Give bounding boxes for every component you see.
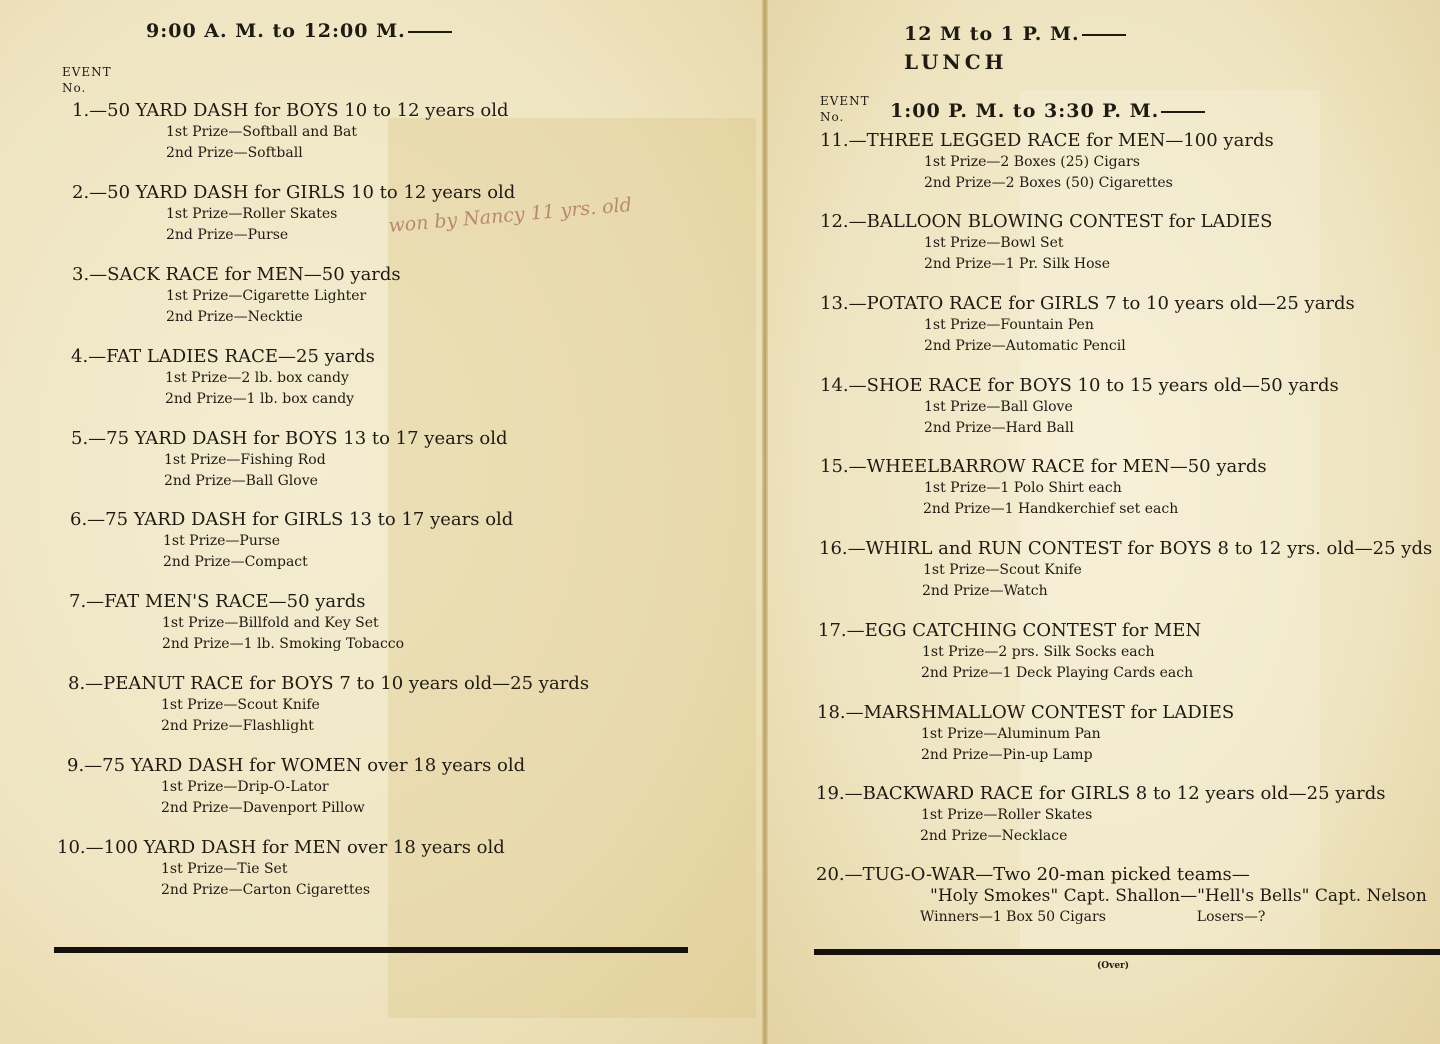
second-prize: 2nd Prize—2 Boxes (50) Cigarettes <box>924 175 1173 191</box>
second-prize: 2nd Prize—Automatic Pencil <box>924 338 1126 354</box>
first-prize: 1st Prize—Scout Knife <box>923 562 1082 578</box>
first-prize: 1st Prize—2 prs. Silk Socks each <box>922 644 1155 660</box>
event-title: 18.—MARSHMALLOW CONTEST for LADIES <box>817 702 1235 723</box>
second-prize: 2nd Prize—Necklace <box>920 828 1068 844</box>
losers-prize: Losers—? <box>1196 909 1266 925</box>
second-prize: 2nd Prize—Pin-up Lamp <box>921 747 1093 763</box>
first-prize: 1st Prize—Ball Glove <box>924 399 1073 415</box>
first-prize: 1st Prize—Fountain Pen <box>924 317 1094 333</box>
event-title: 12.—BALLOON BLOWING CONTEST for LADIES <box>820 211 1273 232</box>
event-item <box>818 620 1201 684</box>
first-prize: 1st Prize—Drip-O-Lator <box>161 779 329 795</box>
event-title: 7.—FAT MEN'S RACE—50 yards <box>69 591 366 612</box>
event-title: 4.—FAT LADIES RACE—25 yards <box>71 346 375 367</box>
tug-prizes <box>920 907 1427 927</box>
event-item <box>70 509 513 573</box>
event-title: 17.—EGG CATCHING CONTEST for MEN <box>818 620 1202 641</box>
winners-prize: Winners—1 Box 50 Cigars <box>920 909 1106 925</box>
first-prize: 1st Prize—Scout Knife <box>161 697 320 713</box>
second-prize: 2nd Prize—1 lb. Smoking Tobacco <box>162 636 405 652</box>
event-item <box>820 130 1274 194</box>
event-item <box>67 755 525 819</box>
over-note: (Over) <box>1097 961 1130 971</box>
event-item <box>820 293 1355 357</box>
event-item <box>69 591 404 655</box>
page-fold <box>762 0 768 1044</box>
tug-o-war-event <box>816 864 1427 927</box>
event-title: 2.—50 YARD DASH for GIRLS 10 to 12 years old <box>72 182 516 203</box>
event-title: 1.—50 YARD DASH for BOYS 10 to 12 years old <box>72 100 509 121</box>
time-heading-noon: 12 M to 1 P. M. <box>904 23 1126 45</box>
first-prize: 1st Prize—Bowl Set <box>924 235 1064 251</box>
second-prize: 2nd Prize—1 Deck Playing Cards each <box>921 665 1194 681</box>
event-item <box>820 211 1272 275</box>
event-number-label: EVENT No. <box>820 94 870 124</box>
second-prize: 2nd Prize—Watch <box>922 583 1048 599</box>
second-prize: 2nd Prize—1 lb. box candy <box>165 391 355 407</box>
event-item <box>817 702 1234 766</box>
second-prize: 2nd Prize—Hard Ball <box>924 420 1074 436</box>
team-captains: "Holy Smokes" Capt. Shallon—"Hell's Bells" Capt. Nelson <box>930 886 1427 906</box>
second-prize: 2nd Prize—Necktie <box>166 309 303 325</box>
handwritten-note: won by Nancy 11 yrs. old <box>387 193 633 238</box>
first-prize: 1st Prize—Softball and Bat <box>166 124 357 140</box>
event-title: 11.—THREE LEGGED RACE for MEN—100 yards <box>820 130 1274 151</box>
second-prize: 2nd Prize—Flashlight <box>161 718 314 734</box>
first-prize: 1st Prize—Roller Skates <box>921 807 1093 823</box>
first-prize: 1st Prize—Aluminum Pan <box>921 726 1101 742</box>
second-prize: 2nd Prize—1 Pr. Silk Hose <box>924 256 1111 272</box>
event-title: 19.—BACKWARD RACE for GIRLS 8 to 12 years old—25 yards <box>816 783 1386 804</box>
time-heading-afternoon: 1:00 P. M. to 3:30 P. M. <box>890 100 1205 122</box>
first-prize: 1st Prize—Roller Skates <box>166 206 338 222</box>
event-item <box>820 375 1339 439</box>
event-title: 8.—PEANUT RACE for BOYS 7 to 10 years old—25 yards <box>68 673 590 694</box>
event-title: 10.—100 YARD DASH for MEN over 18 years old <box>57 837 505 858</box>
second-prize: 2nd Prize—Compact <box>163 554 308 570</box>
second-prize: 2nd Prize—Purse <box>166 227 289 243</box>
event-item <box>71 346 375 410</box>
event-item <box>71 428 508 492</box>
event-title: 15.—WHEELBARROW RACE for MEN—50 yards <box>820 456 1267 477</box>
event-title: 13.—POTATO RACE for GIRLS 7 to 10 years old—25 yards <box>820 293 1355 314</box>
first-prize: 1st Prize—Billfold and Key Set <box>162 615 379 631</box>
event-item <box>57 837 505 901</box>
second-prize: 2nd Prize—Ball Glove <box>164 473 318 489</box>
event-item <box>72 100 509 164</box>
event-item <box>816 783 1386 847</box>
second-prize: 2nd Prize—Softball <box>166 145 303 161</box>
divider-rule <box>814 949 1440 955</box>
first-prize: 1st Prize—Fishing Rod <box>164 452 326 468</box>
lunch-heading: LUNCH <box>904 50 1008 74</box>
second-prize: 2nd Prize—Davenport Pillow <box>161 800 365 816</box>
first-prize: 1st Prize—Cigarette Lighter <box>166 288 367 304</box>
event-number-label: EVENT No. <box>62 65 112 95</box>
event-title: 9.—75 YARD DASH for WOMEN over 18 years old <box>67 755 526 776</box>
event-title: 16.—WHIRL and RUN CONTEST for BOYS 8 to 12 yrs. old—25 yds <box>819 538 1433 559</box>
first-prize: 1st Prize—Tie Set <box>161 861 288 877</box>
event-title: 6.—75 YARD DASH for GIRLS 13 to 17 years old <box>70 509 514 530</box>
event-item <box>68 673 589 737</box>
first-prize: 1st Prize—1 Polo Shirt each <box>924 480 1122 496</box>
event-title: 20.—TUG-O-WAR—Two 20-man picked teams— <box>816 864 1250 885</box>
first-prize: 1st Prize—2 Boxes (25) Cigars <box>924 154 1140 170</box>
first-prize: 1st Prize—Purse <box>163 533 281 549</box>
second-prize: 2nd Prize—Carton Cigarettes <box>161 882 371 898</box>
second-prize: 2nd Prize—1 Handkerchief set each <box>923 501 1179 517</box>
time-heading-morning: 9:00 A. M. to 12:00 M. <box>146 20 452 42</box>
first-prize: 1st Prize—2 lb. box candy <box>165 370 349 386</box>
event-item <box>72 264 401 328</box>
event-item <box>820 456 1267 520</box>
event-title: 14.—SHOE RACE for BOYS 10 to 15 years old—50 yards <box>820 375 1339 396</box>
event-title: 5.—75 YARD DASH for BOYS 13 to 17 years old <box>71 428 508 449</box>
event-title: 3.—SACK RACE for MEN—50 yards <box>72 264 401 285</box>
event-item <box>819 538 1432 602</box>
divider-rule <box>54 947 688 953</box>
